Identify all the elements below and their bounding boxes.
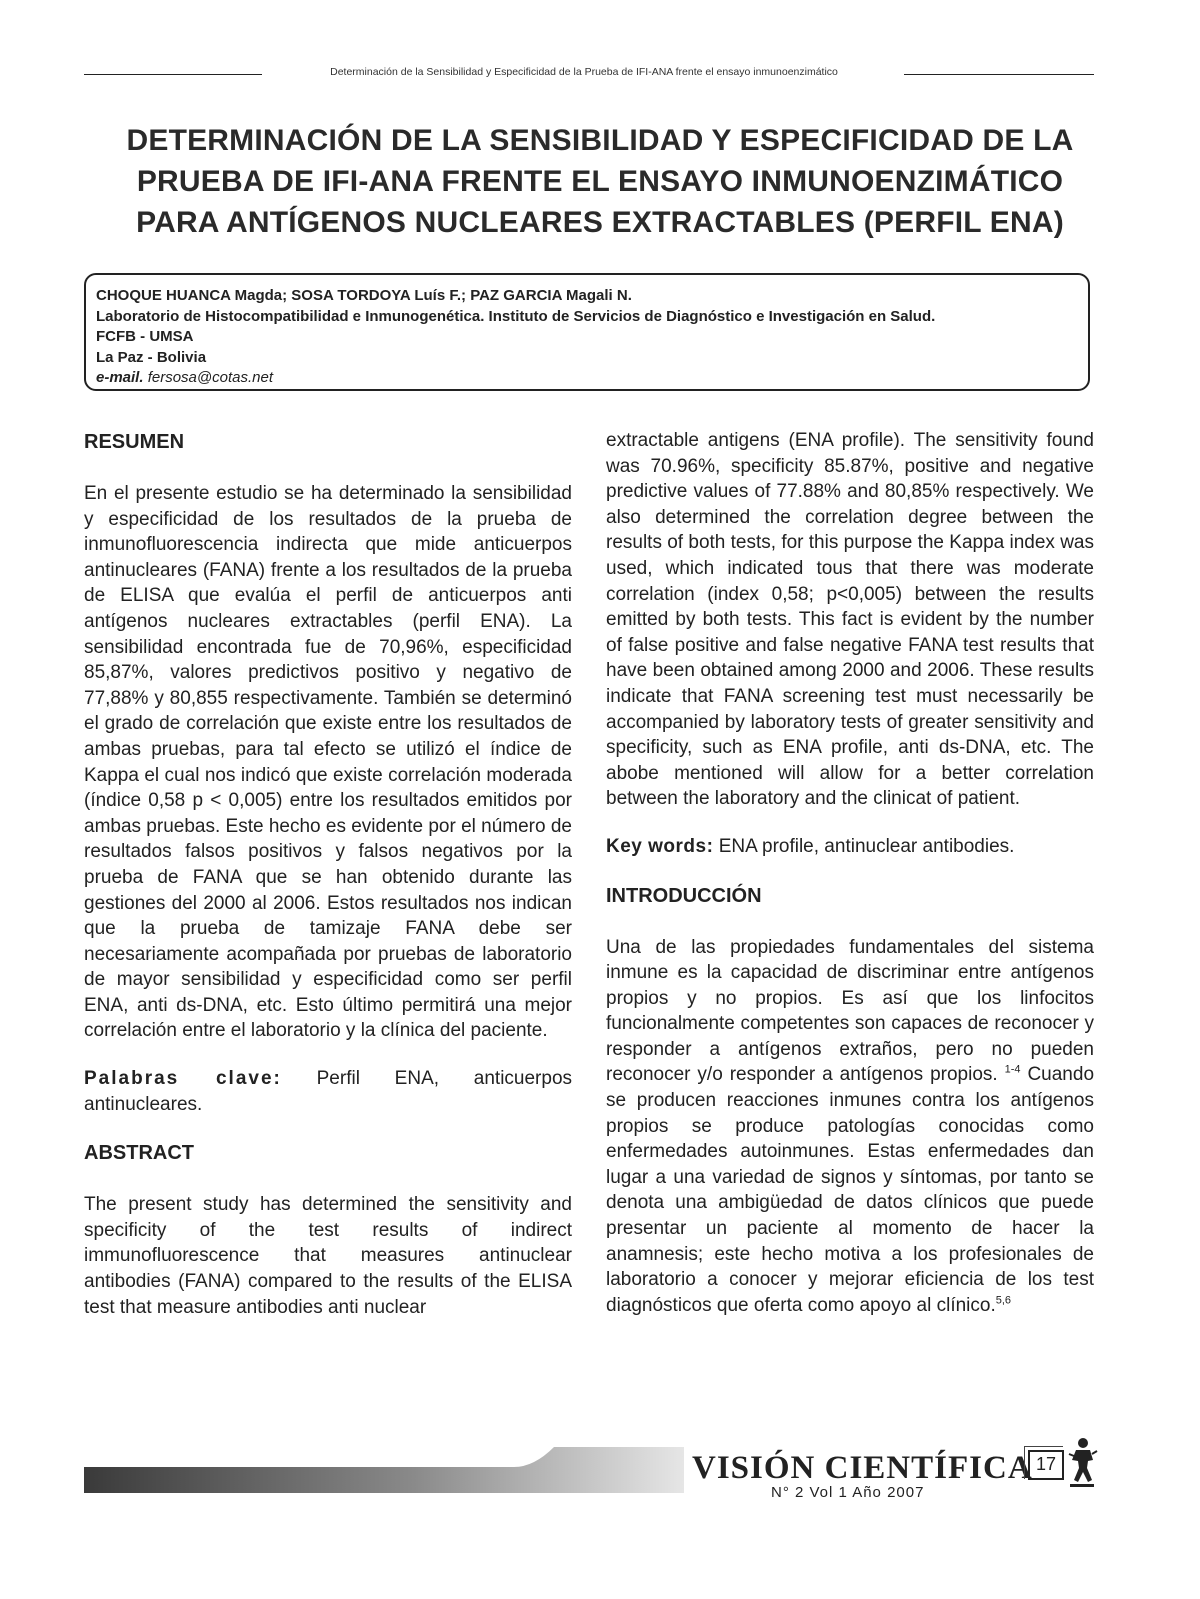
journal-brand: VISIÓN CIENTÍFICA [692, 1450, 1033, 1486]
resumen-keywords [84, 1066, 572, 1117]
author-names: CHOQUE HUANCA Magda; SOSA TORDOYA Luís F.; PAZ GARCIA Magali N. [96, 287, 632, 304]
author-info-box [84, 273, 1090, 391]
resumen-body: En el presente estudio se ha determinado la sensibilidad y especificidad de los resultados de la prueba de inmunofluorescencia indirecta que mide anticuerpos antinucleares (FANA) frente a los resultados de la prueba de ELISA que evalúa el perfil de anticuerpos anti antígenos nucleares extractables (perfil ENA). La sensibilidad encontrada fue de 70,96%, especificidad 85,87%, valores predictivos positivo y negativo de 77,88% y 80,855 respectivamente. También se determinó el grado de correlación que existe entre los resultados de ambas pruebas, para tal efecto se utilizó el índice de Kappa el cual nos indicó que existe correlación moderada (índice 0,58 p < 0,005) entre los resultados emitidos por ambas pruebas. Este hecho es evidente por el número de resultados falsos positivos y falsos negativos por la prueba de FANA que se han obtenido durante las gestiones del 2000 al 2006. Estos resultados nos indican que la prueba de tamizaje FANA debe ser necesariamente acompañada por pruebas de laboratorio de mayor sensibilidad y especificidad como ser perfil ENA, anti ds-DNA, etc. Esto último permitirá una mejor correlación entre el laboratorio y la clínica del paciente. [84, 483, 572, 1042]
resumen-heading: RESUMEN [84, 431, 185, 453]
introduccion-body [606, 935, 1094, 1319]
author-faculty: FCFB - UMSA [96, 328, 194, 345]
header-rule-left [84, 74, 262, 75]
resumen-keywords-text: Perfil ENA, anticuerpos antinucleares. [84, 1068, 573, 1115]
header-rule-right [904, 74, 1094, 75]
title-line-2: PRUEBA DE IFI-ANA FRENTE EL ENSAYO INMUNOENZIMÁTICO [136, 165, 1064, 198]
right-column [606, 428, 1094, 1318]
author-email-line [96, 368, 1078, 389]
abstract-heading: ABSTRACT [84, 1142, 194, 1165]
journal-figure-logo-icon [1066, 1436, 1098, 1488]
running-header-text: Determinación de la Sensibilidad y Especificidad de la Prueba de IFI-ANA frente el ensayo inmunoenzimático [330, 66, 838, 78]
email-link[interactable]: fersosa@cotas.net [147, 369, 273, 386]
resumen-keywords-label: Palabras clave: [84, 1068, 282, 1090]
page-number: 17 [1028, 1450, 1064, 1480]
journal-issue: N° 2 Vol 1 Año 2007 [771, 1484, 925, 1501]
title-line-3: PARA ANTÍGENOS NUCLEARES EXTRACTABLES (PERFIL ENA) [136, 206, 1064, 239]
introduccion-body-part1: Una de las propiedades fundamentales del sistema inmune es la capacidad de discriminar entre antígenos propios y no propios. Es así que los linfocitos funcionalmente competentes son capaces de reconocer y responder a antígenos extraños, pero no pueden reconocer y/o responder a antígenos propios. [606, 936, 1094, 1086]
left-column [84, 428, 572, 1320]
article-title [60, 120, 1140, 243]
footer-gradient-bar [84, 1445, 684, 1493]
introduccion-body-part2: Cuando se producen reacciones inmunes contra los antígenos propios se produce patologías conocidas como enfermedades autoinmunes. Estas enfermedades dan lugar a una variedad de signos y síntomas, por tanto se denota una ambigüedad de datos clínicos que puede presentar un paciente al momento de hacer la anamnesis; este hecho motiva a los profesionales de laboratorio a conocer y mejorar eficiencia de los test diagnósticos que oferta como apoyo al clínico. [606, 1064, 1095, 1316]
abstract-keywords-text: ENA profile, antinuclear antibodies. [718, 835, 1015, 857]
title-line-1: DETERMINACIÓN DE LA SENSIBILIDAD Y ESPECIFICIDAD DE LA [126, 124, 1074, 157]
abstract-body-part2: extractable antigens (ENA profile). The sensitivity found was 70.96%, specificity 85.87%, positive and negative predictive values of 77.88% and 80,85% respectively. We also determined the correlation degree between the results of both tests, for this purpose the Kappa index was used, which indicated tous that there was moderate correlation (index 0,58; p<0,005) between the results emitted by both tests. This fact is evident by the number of false positive and false negative FANA test results that have been obtained among 2000 and 2006. These results indicate that FANA screening test must necessarily be accompanied by laboratory tests of greater sensitivity and specificity, such as ENA profile, anti ds-DNA, etc. The abobe mentioned will allow for a better correlation between the laboratory and the clinicat of patient. [606, 430, 1094, 810]
reference-1-4: 1-4 [1004, 1064, 1021, 1077]
abstract-body-part1: The present study has determined the sensitivity and specificity of the test results of indirect immunofluorescence that measures antinuclear antibodies (FANA) compared to the results of the ELISA test that measure antibodies anti nuclear [84, 1194, 572, 1318]
introduccion-heading: INTRODUCCIÓN [606, 884, 762, 907]
abstract-keywords-label: Key words: [606, 835, 714, 857]
running-header [84, 64, 1094, 84]
email-label: e-mail. [96, 369, 144, 386]
author-location: La Paz - Bolivia [96, 348, 207, 366]
abstract-keywords [606, 834, 1094, 860]
author-affiliation: Laboratorio de Histocompatibilidad e Inmunogenética. Instituto de Servicios de Diagnóstico e Investigación en Salud. [96, 307, 936, 325]
reference-5-6: 5,6 [995, 1294, 1012, 1307]
